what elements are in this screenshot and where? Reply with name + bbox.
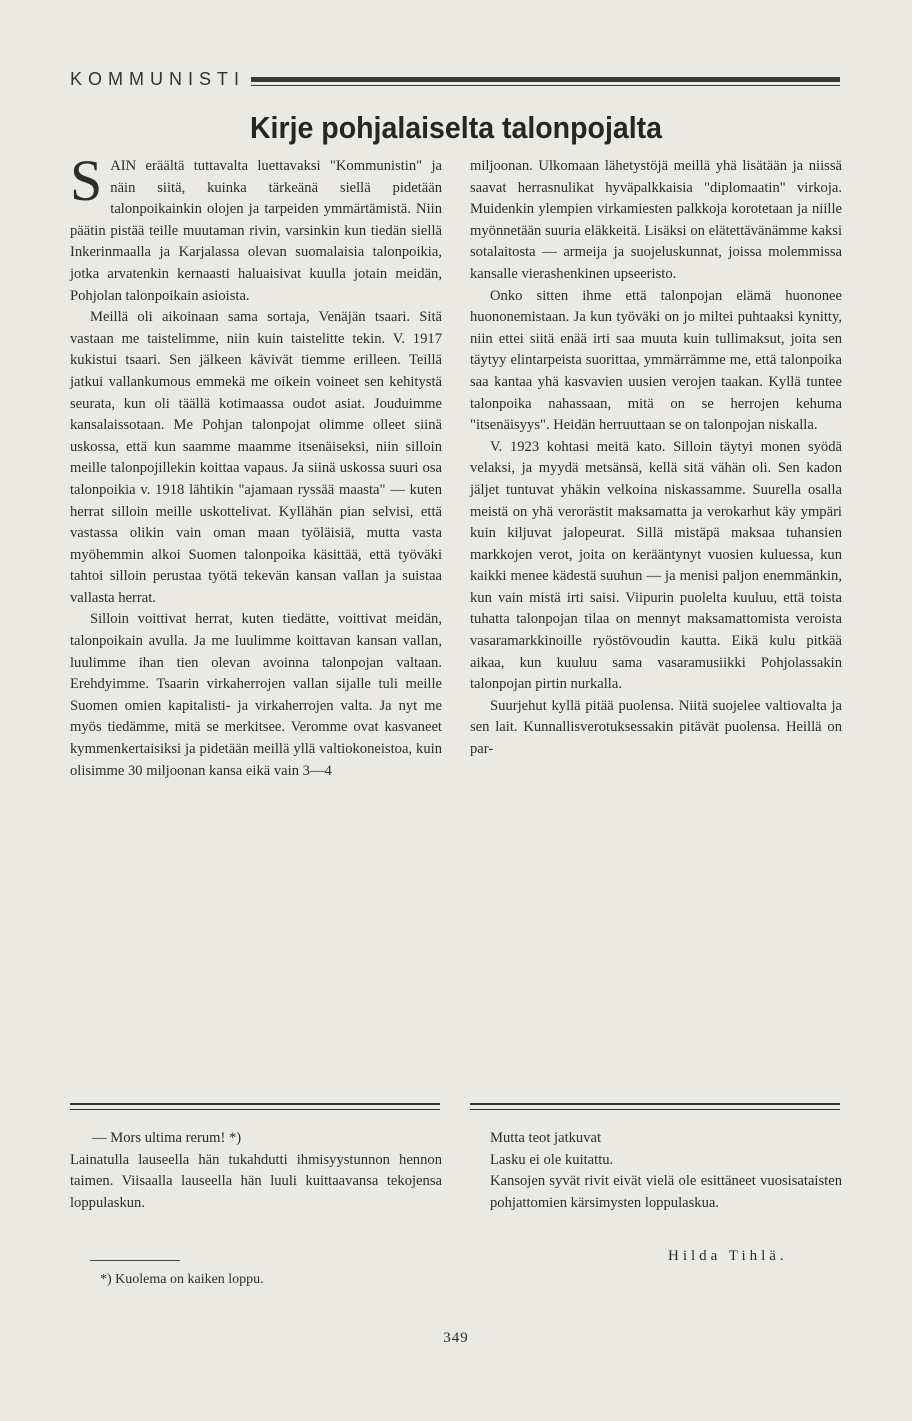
poem-right (490, 1128, 842, 1214)
poem-line-3: Kansojen syvät rivit eivät vielä ole esittäneet vuosisataisten pohjattomien kärsimysten loppulaskua. (490, 1173, 842, 1211)
author-signature: Hilda Tihlä. (668, 1248, 788, 1264)
footnote-rule (90, 1260, 180, 1261)
poem-motto: — Mors ultima rerum! *) (92, 1130, 242, 1146)
paragraph-6: V. 1923 kohtasi meitä kato. Silloin täytyi monen syödä velaksi, ja myydä metsänsä, kellä sitä vähän oli. Sen kadon jäljet tuntuvat yhäkin velkoina niskassamme. Suurella osalla meistä on yhä verorästit maksamatta ja verokarhut käy ympäri kuin kiljuvat jalopeurat. Sillä mistäpä maksaa tuhansien markkojen verot, joita on kerääntynyt vuosien kuluessa, kun kaikki menee kädestä suuhun — ja menisi paljon enemmänkin, kun vain mistä irti saisi. Viipurin puolelta kuuluu, että toista tuhatta talonpojan tilaa on mennyt maksamattomista veroista vasaramarkkinoille ryöstövoudin kautta. Eikä kulu pitkää aikaa, kun kuuluu sama vasaramusiikki Pohjolassakin talonpojan pirtin nurkalla. (470, 438, 842, 693)
article-title: Kirje pohjalaiselta talonpojalta (249, 110, 663, 145)
running-head (70, 58, 840, 92)
section-rule-left (70, 1103, 440, 1110)
drop-cap: S (70, 148, 103, 213)
left-column (70, 148, 442, 782)
paragraph-2: Meillä oli aikoinaan sama sortaja, Venäjän tsaari. Sitä vastaan me taistelimme, niin kuin taistelitte tekin. V. 1917 kukistui tsaari. Sen jälkeen kävivät tiemme erilleen. Teillä jatkui vallankumous emmekä me oikein voineet sen kehitystä seurata, kun oli täällä kotimaassa oudot asiat. Jouduimme kansalaissotaan. Me Pohjan talonpojat olimme olleet siinä uskossa, että kun saamme maamme itsenäiseksi, niin silloin meille talonpojillekin koittaa vapaus. Ja siinä uskossa suuri osa talonpoikia v. 1918 lähtikin "ajamaan ryssää maasta" — kuten herrat silloin meille uskottelivat. Kyllähän pian selvisi, että vastassa olikin vain oman maan työläisiä, mutta vasta myöhemmin alkoi Suomen talonpoika käsittää, että työväki tahtoi silloin perustaa työtä tekevän kansan vallan ja suistaa vallasta herrat. (70, 309, 442, 606)
poem-line-1: Mutta teot jatkuvat (490, 1130, 602, 1146)
paragraph-1 (70, 148, 442, 307)
right-column (470, 156, 842, 761)
poem-line-2: Lasku ei ole kuitattu. (490, 1151, 614, 1168)
paragraph-1-text: AIN eräältä tuttavalta luettavaksi "Kommunistin" ja näin siitä, kuinka tärkeänä siellä pidetään talonpoikainkin olojen ja tarpeiden ymmärtämistä. Niin päätin pistää teille muutaman rivin, varsinkin kun tiedän siellä Inkerinmaalla ja Karjalassa olevan suomalaisia talonpoikia, jotka arvatenkin kernaasti haluaisivat kuulla jotain meidän, Pohjolan talonpoikain asioista. (70, 158, 442, 304)
paragraph-4: miljoonan. Ulkomaan lähetystöjä meillä yhä lisätään ja niissä saavat herrasnulikat hyväpalkkaisia "diplomaatin" virkoja. Muidenkin ylempien virkamiesten palkkoja korotetaan ja niille myönnetään suuria eläkkeitä. Lisäksi on elätettävänämme kaksi sotalaitosta — armeija ja suojeluskunnat, joissa molemmissa kansalle vierashenkinen upseeristo. (470, 158, 842, 282)
paragraph-5: Onko sitten ihme että talonpojan elämä huononee huononemistaan. Ja kun työväki on jo miltei puhtaaksi kynitty, niin ettei siitä enää irti saa muuta kuin tullimaksut, joita sen täytyy elintarpeista suorittaa, ymmärrämme me, että talonpoika saa kantaa yhä kasvavien uusien verojen taakan. Kyllä tuntee talonpoika nahassaan, mitä on se herrojen kehuma "itsenäisyys". Heidän herruuttaan se on talonpojan niskalla. (470, 287, 842, 434)
paragraph-3: Silloin voittivat herrat, kuten tiedätte, voittivat meidän, talonpoikain avulla. Ja me luulimme koittavan kansan vallan, luulimme ihan tien olevan avoinna talonpojan valtaan. Erehdyimme. Tsaarin virkaherrojen vallan sijalle tuli meille Suomen omien kapitalisti- ja virkaherrojen valta. Ja nyt me myös tiedämme, mitä se merkitsee. Veromme ovat kasvaneet kymmenkertaisiksi ja pidetään meillä yllä valtiokoneistoa, kuin olisimme 30 miljoonan kansa eikä vain 3—4 (70, 611, 442, 779)
footnote: *) Kuolema on kaiken loppu. (100, 1272, 264, 1287)
paragraph-7: Suurjehut kyllä pitää puolensa. Niitä suojelee valtiovalta ja sen lait. Kunnallisverotuksessakin pitävät puolensa. Heillä on par- (470, 697, 842, 758)
header-rule (251, 77, 840, 86)
poem-left-text: Lainatulla lauseella hän tukahdutti ihmisyystunnon hennon taimen. Viisaalla lauseella hän luuli kuittaavansa tekojensa loppulaskun. (70, 1151, 442, 1211)
page-number: 349 (443, 1330, 469, 1346)
section-rule-right (470, 1103, 840, 1110)
journal-title: KOMMUNISTI (70, 69, 245, 89)
poem-left (70, 1128, 442, 1214)
